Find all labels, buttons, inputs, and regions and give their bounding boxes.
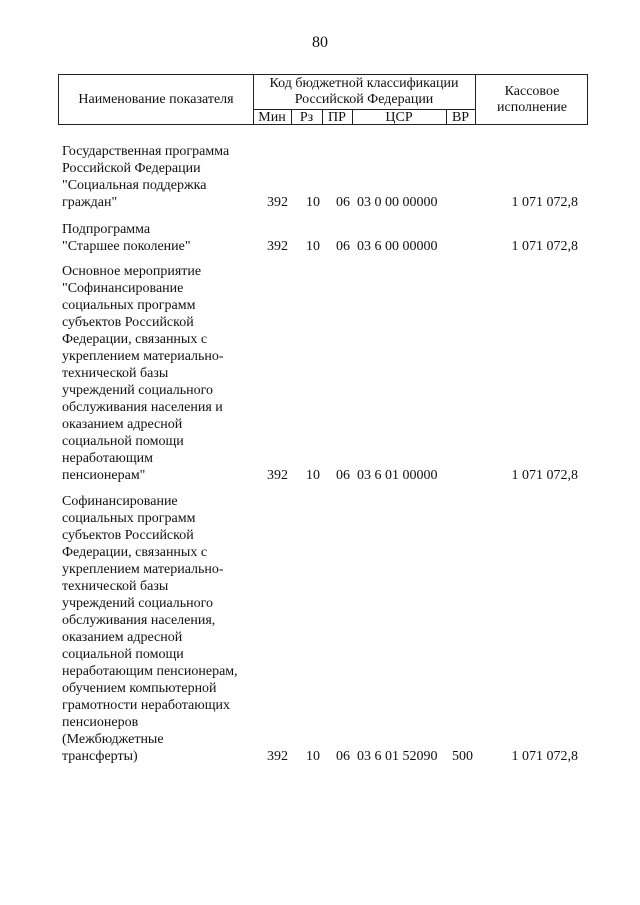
row-name-line: социальной помощи — [62, 434, 184, 449]
row-name — [62, 221, 262, 255]
row-pr: 06 — [336, 468, 350, 483]
row-name-line: пенсионерам" — [62, 468, 146, 483]
row-name-line: укреплением материально- — [62, 349, 224, 364]
header-execution-line1: Кассовое — [504, 84, 560, 99]
row-name-line: социальной помощи — [62, 647, 184, 662]
row-name-line: обслуживания населения и — [62, 400, 223, 415]
row-name-line: трансферты) — [62, 749, 138, 764]
row-name-line: "Социальная поддержка — [62, 178, 207, 193]
row-name-line: технической базы — [62, 366, 169, 381]
row-name-line: Подпрограмма — [62, 222, 151, 237]
row-amount: 1 071 072,8 — [511, 468, 578, 483]
header-csr: ЦСР — [385, 110, 413, 125]
header-rz: Рз — [299, 110, 314, 125]
row-csr: 03 0 00 00000 — [357, 195, 438, 210]
row-name-line: Федерации, связанных с — [62, 545, 208, 560]
header-execution-line2: исполнение — [497, 100, 567, 115]
row-name-line: "Старшее поколение" — [62, 239, 191, 254]
row-name-line: субъектов Российской — [62, 528, 194, 543]
row-rz: 10 — [306, 468, 320, 483]
row-name-line: субъектов Российской — [62, 315, 194, 330]
row-name-line: (Межбюджетные — [62, 732, 164, 747]
row-vr: 500 — [452, 749, 473, 764]
row-rz: 10 — [306, 195, 320, 210]
row-pr: 06 — [336, 195, 350, 210]
row-name-line: "Софинансирование — [62, 281, 184, 296]
header-code-line1: Код бюджетной классификации — [269, 76, 459, 91]
row-name-line: учреждений социального — [62, 596, 214, 611]
row-name-line: укреплением материально- — [62, 562, 224, 577]
row-name-line: технической базы — [62, 579, 169, 594]
row-name-line: Федерации, связанных с — [62, 332, 208, 347]
header-code-line2: Российской Федерации — [294, 92, 434, 107]
row-csr: 03 6 01 00000 — [357, 468, 438, 483]
row-name-line: неработающим пенсионерам, — [62, 664, 238, 679]
row-name-line: граждан" — [62, 195, 118, 210]
row-min: 392 — [267, 749, 288, 764]
row-name-line: Государственная программа — [62, 144, 230, 159]
row-amount: 1 071 072,8 — [511, 195, 578, 210]
row-rz: 10 — [306, 749, 320, 764]
table-header — [58, 74, 588, 125]
row-name-line: обучением компьютерной — [62, 681, 217, 696]
header-pr: ПР — [328, 110, 346, 125]
row-name-line: грамотности неработающих — [62, 698, 231, 713]
row-name-line: пенсионеров — [62, 715, 139, 730]
header-name: Наименование показателя — [78, 92, 234, 107]
row-name-line: социальных программ — [62, 298, 196, 313]
row-name-line: Основное мероприятие — [62, 264, 202, 279]
row-name-line: оказанием адресной — [62, 630, 183, 645]
page-number: 80 — [312, 34, 328, 51]
row-amount: 1 071 072,8 — [511, 239, 578, 254]
row-name-line: неработающим — [62, 451, 153, 466]
row-name — [62, 493, 262, 765]
header-min: Мин — [258, 110, 286, 125]
row-min: 392 — [267, 468, 288, 483]
row-name-line: оказанием адресной — [62, 417, 183, 432]
row-rz: 10 — [306, 239, 320, 254]
row-name — [62, 263, 262, 484]
row-name-line: Софинансирование — [62, 494, 178, 509]
row-pr: 06 — [336, 749, 350, 764]
row-min: 392 — [267, 239, 288, 254]
header-vr: ВР — [451, 110, 470, 125]
row-name-line: Российской Федерации — [62, 161, 201, 176]
row-name — [62, 143, 262, 211]
row-amount: 1 071 072,8 — [511, 749, 578, 764]
row-name-line: социальных программ — [62, 511, 196, 526]
row-name-line: учреждений социального — [62, 383, 214, 398]
row-pr: 06 — [336, 239, 350, 254]
row-min: 392 — [267, 195, 288, 210]
row-csr: 03 6 01 52090 — [357, 749, 438, 764]
row-name-line: обслуживания населения, — [62, 613, 216, 628]
row-csr: 03 6 00 00000 — [357, 239, 438, 254]
